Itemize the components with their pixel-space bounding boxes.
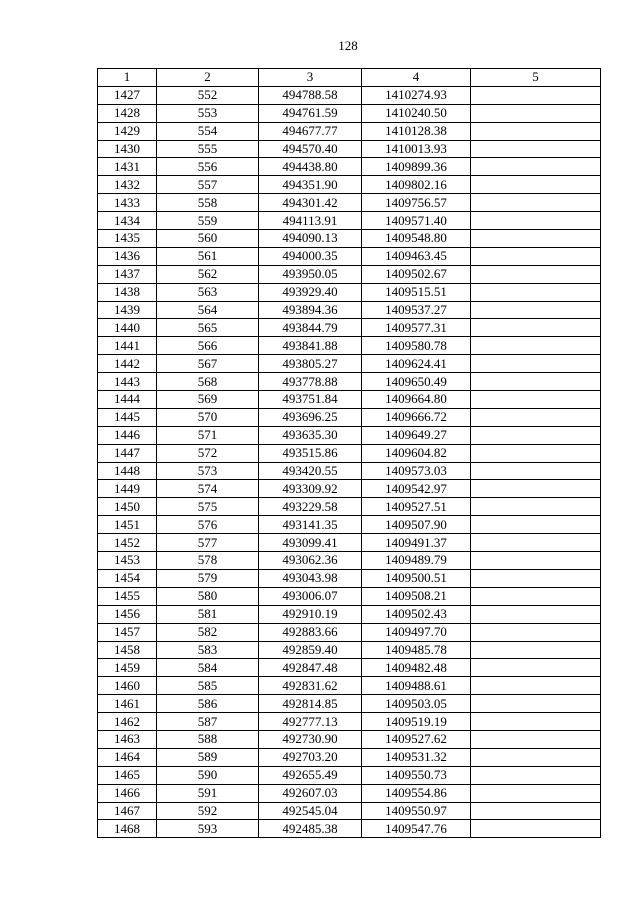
table-cell: 585 bbox=[157, 677, 259, 695]
table-cell: 493841.88 bbox=[259, 337, 362, 355]
table-cell: 1409577.31 bbox=[362, 319, 471, 337]
table-cell: 1461 bbox=[98, 695, 157, 713]
table-cell: 494761.59 bbox=[259, 104, 362, 122]
table-cell: 493062.36 bbox=[259, 552, 362, 570]
table-cell: 1409802.16 bbox=[362, 176, 471, 194]
table-cell: 1440 bbox=[98, 319, 157, 337]
table-row bbox=[98, 86, 601, 104]
table-cell bbox=[471, 283, 601, 301]
table-row bbox=[98, 820, 601, 838]
table-cell: 1442 bbox=[98, 355, 157, 373]
table-cell: 1435 bbox=[98, 230, 157, 248]
table-cell: 493229.58 bbox=[259, 498, 362, 516]
table-row bbox=[98, 623, 601, 641]
table-cell: 494301.42 bbox=[259, 194, 362, 212]
table-cell: 1458 bbox=[98, 641, 157, 659]
table-cell: 1468 bbox=[98, 820, 157, 838]
table-cell: 578 bbox=[157, 552, 259, 570]
table-cell: 1438 bbox=[98, 283, 157, 301]
table-cell: 1409463.45 bbox=[362, 247, 471, 265]
table-row bbox=[98, 552, 601, 570]
table-cell: 1459 bbox=[98, 659, 157, 677]
table-cell: 590 bbox=[157, 766, 259, 784]
table-cell: 494570.40 bbox=[259, 140, 362, 158]
table-cell: 492910.19 bbox=[259, 605, 362, 623]
table-cell bbox=[471, 265, 601, 283]
table-cell: 1409515.51 bbox=[362, 283, 471, 301]
table-cell: 492814.85 bbox=[259, 695, 362, 713]
table-cell: 1409503.05 bbox=[362, 695, 471, 713]
table-cell: 1409624.41 bbox=[362, 355, 471, 373]
table-cell bbox=[471, 158, 601, 176]
table-cell: 1447 bbox=[98, 444, 157, 462]
table-cell: 564 bbox=[157, 301, 259, 319]
table-cell: 566 bbox=[157, 337, 259, 355]
table-cell: 493043.98 bbox=[259, 569, 362, 587]
table-cell bbox=[471, 748, 601, 766]
table-cell: 494113.91 bbox=[259, 212, 362, 230]
table-cell bbox=[471, 766, 601, 784]
table-cell: 493635.30 bbox=[259, 426, 362, 444]
table-row bbox=[98, 158, 601, 176]
table-cell: 1449 bbox=[98, 480, 157, 498]
table-row bbox=[98, 373, 601, 391]
table-cell bbox=[471, 426, 601, 444]
table-cell: 553 bbox=[157, 104, 259, 122]
table-cell: 589 bbox=[157, 748, 259, 766]
table-cell: 1434 bbox=[98, 212, 157, 230]
table-cell: 586 bbox=[157, 695, 259, 713]
table-cell: 492545.04 bbox=[259, 802, 362, 820]
table-cell: 1409491.37 bbox=[362, 534, 471, 552]
table-cell: 1409482.48 bbox=[362, 659, 471, 677]
table-cell: 1409488.61 bbox=[362, 677, 471, 695]
table-cell: 561 bbox=[157, 247, 259, 265]
table-cell: 1452 bbox=[98, 534, 157, 552]
table-row bbox=[98, 498, 601, 516]
table-row bbox=[98, 301, 601, 319]
table-cell: 552 bbox=[157, 86, 259, 104]
table-cell: 1410128.38 bbox=[362, 122, 471, 140]
table-cell: 571 bbox=[157, 426, 259, 444]
table-cell bbox=[471, 730, 601, 748]
table-cell: 557 bbox=[157, 176, 259, 194]
table-cell bbox=[471, 301, 601, 319]
table-row bbox=[98, 391, 601, 409]
table-row bbox=[98, 677, 601, 695]
table-cell: 1409547.76 bbox=[362, 820, 471, 838]
table-cell: 570 bbox=[157, 408, 259, 426]
table-cell bbox=[471, 695, 601, 713]
table-cell: 1409489.79 bbox=[362, 552, 471, 570]
column-header: 1 bbox=[98, 69, 157, 87]
table-cell: 554 bbox=[157, 122, 259, 140]
table-cell bbox=[471, 86, 601, 104]
table-cell: 1439 bbox=[98, 301, 157, 319]
table-cell: 1460 bbox=[98, 677, 157, 695]
table-cell: 1409649.27 bbox=[362, 426, 471, 444]
table-cell: 1446 bbox=[98, 426, 157, 444]
table-row bbox=[98, 766, 601, 784]
table-row bbox=[98, 194, 601, 212]
table-row bbox=[98, 444, 601, 462]
table-cell: 492883.66 bbox=[259, 623, 362, 641]
table-body bbox=[98, 86, 601, 837]
table-cell: 593 bbox=[157, 820, 259, 838]
table-row bbox=[98, 569, 601, 587]
table-cell: 1445 bbox=[98, 408, 157, 426]
table-cell: 1429 bbox=[98, 122, 157, 140]
table-cell: 574 bbox=[157, 480, 259, 498]
table-cell: 582 bbox=[157, 623, 259, 641]
table-cell: 1409550.73 bbox=[362, 766, 471, 784]
table-row bbox=[98, 534, 601, 552]
table-cell bbox=[471, 784, 601, 802]
table-cell: 591 bbox=[157, 784, 259, 802]
table-cell: 560 bbox=[157, 230, 259, 248]
table-cell: 1433 bbox=[98, 194, 157, 212]
table-cell: 1428 bbox=[98, 104, 157, 122]
table-cell bbox=[471, 462, 601, 480]
table-cell: 1444 bbox=[98, 391, 157, 409]
table-row bbox=[98, 265, 601, 283]
table-cell: 493141.35 bbox=[259, 516, 362, 534]
table-row bbox=[98, 355, 601, 373]
table-cell: 493778.88 bbox=[259, 373, 362, 391]
column-header: 3 bbox=[259, 69, 362, 87]
table-row bbox=[98, 283, 601, 301]
table-cell: 556 bbox=[157, 158, 259, 176]
table-cell: 492607.03 bbox=[259, 784, 362, 802]
table-row bbox=[98, 730, 601, 748]
table-cell: 568 bbox=[157, 373, 259, 391]
table-cell bbox=[471, 569, 601, 587]
page-number: 128 bbox=[338, 38, 358, 53]
table-row bbox=[98, 140, 601, 158]
table-cell bbox=[471, 391, 601, 409]
table-cell: 493309.92 bbox=[259, 480, 362, 498]
table-row bbox=[98, 230, 601, 248]
table-cell: 562 bbox=[157, 265, 259, 283]
table-row bbox=[98, 104, 601, 122]
table-cell: 1431 bbox=[98, 158, 157, 176]
table-cell: 583 bbox=[157, 641, 259, 659]
table-cell bbox=[471, 122, 601, 140]
table-row bbox=[98, 713, 601, 731]
table-row bbox=[98, 641, 601, 659]
table-cell: 492730.90 bbox=[259, 730, 362, 748]
table-cell: 493515.86 bbox=[259, 444, 362, 462]
table-cell bbox=[471, 534, 601, 552]
table-row bbox=[98, 426, 601, 444]
table-cell: 1409573.03 bbox=[362, 462, 471, 480]
table-cell: 1409507.90 bbox=[362, 516, 471, 534]
table-cell: 494000.35 bbox=[259, 247, 362, 265]
table-cell: 567 bbox=[157, 355, 259, 373]
table-cell bbox=[471, 713, 601, 731]
table-cell: 579 bbox=[157, 569, 259, 587]
table-cell bbox=[471, 480, 601, 498]
table-header-row bbox=[98, 69, 601, 87]
table-cell: 493950.05 bbox=[259, 265, 362, 283]
table-cell: 1409527.62 bbox=[362, 730, 471, 748]
table-row bbox=[98, 784, 601, 802]
table-cell: 581 bbox=[157, 605, 259, 623]
table-cell: 1456 bbox=[98, 605, 157, 623]
table-cell: 1454 bbox=[98, 569, 157, 587]
table-cell: 576 bbox=[157, 516, 259, 534]
table-cell: 1409664.80 bbox=[362, 391, 471, 409]
table-cell: 1409554.86 bbox=[362, 784, 471, 802]
table-cell bbox=[471, 552, 601, 570]
table-row bbox=[98, 695, 601, 713]
table-cell: 1409756.57 bbox=[362, 194, 471, 212]
table-cell: 584 bbox=[157, 659, 259, 677]
table-cell bbox=[471, 212, 601, 230]
table-cell: 1409527.51 bbox=[362, 498, 471, 516]
table-cell: 1409650.49 bbox=[362, 373, 471, 391]
table-row bbox=[98, 212, 601, 230]
column-header: 2 bbox=[157, 69, 259, 87]
column-header: 4 bbox=[362, 69, 471, 87]
table-row bbox=[98, 587, 601, 605]
table-cell: 1466 bbox=[98, 784, 157, 802]
table-cell: 1409542.97 bbox=[362, 480, 471, 498]
table-cell: 1465 bbox=[98, 766, 157, 784]
table-cell: 1462 bbox=[98, 713, 157, 731]
table-cell: 493006.07 bbox=[259, 587, 362, 605]
table-cell: 1409531.32 bbox=[362, 748, 471, 766]
table-cell: 1409899.36 bbox=[362, 158, 471, 176]
table-cell: 1409502.67 bbox=[362, 265, 471, 283]
table-cell: 1443 bbox=[98, 373, 157, 391]
table-cell: 1430 bbox=[98, 140, 157, 158]
table-row bbox=[98, 247, 601, 265]
table-row bbox=[98, 176, 601, 194]
table-row bbox=[98, 122, 601, 140]
table-row bbox=[98, 408, 601, 426]
table-cell: 573 bbox=[157, 462, 259, 480]
table-cell: 1409537.27 bbox=[362, 301, 471, 319]
table-cell bbox=[471, 587, 601, 605]
table-cell: 563 bbox=[157, 283, 259, 301]
table-cell bbox=[471, 641, 601, 659]
table-cell bbox=[471, 444, 601, 462]
table-cell: 565 bbox=[157, 319, 259, 337]
table-cell bbox=[471, 659, 601, 677]
table-cell: 580 bbox=[157, 587, 259, 605]
table-cell: 1450 bbox=[98, 498, 157, 516]
table-row bbox=[98, 319, 601, 337]
table-cell bbox=[471, 319, 601, 337]
table-cell: 555 bbox=[157, 140, 259, 158]
table-row bbox=[98, 462, 601, 480]
table-cell: 493929.40 bbox=[259, 283, 362, 301]
coordinates-table bbox=[97, 68, 601, 838]
table-cell: 492777.13 bbox=[259, 713, 362, 731]
table-row bbox=[98, 748, 601, 766]
table-cell bbox=[471, 498, 601, 516]
table-cell: 1409666.72 bbox=[362, 408, 471, 426]
table-cell: 577 bbox=[157, 534, 259, 552]
table-cell: 1437 bbox=[98, 265, 157, 283]
table-cell bbox=[471, 373, 601, 391]
table-cell: 492485.38 bbox=[259, 820, 362, 838]
table-cell bbox=[471, 176, 601, 194]
table-row bbox=[98, 480, 601, 498]
table-cell: 1409550.97 bbox=[362, 802, 471, 820]
table-cell: 492859.40 bbox=[259, 641, 362, 659]
table-cell: 494677.77 bbox=[259, 122, 362, 140]
table-cell: 493805.27 bbox=[259, 355, 362, 373]
table-cell: 493420.55 bbox=[259, 462, 362, 480]
table-cell: 572 bbox=[157, 444, 259, 462]
table-cell: 494788.58 bbox=[259, 86, 362, 104]
table-cell: 1455 bbox=[98, 587, 157, 605]
table-cell: 1409497.70 bbox=[362, 623, 471, 641]
table-cell bbox=[471, 194, 601, 212]
table-cell: 1409548.80 bbox=[362, 230, 471, 248]
table-cell: 493844.79 bbox=[259, 319, 362, 337]
table-cell: 1441 bbox=[98, 337, 157, 355]
table-cell: 1409604.82 bbox=[362, 444, 471, 462]
table-cell: 494438.80 bbox=[259, 158, 362, 176]
table-cell: 492703.20 bbox=[259, 748, 362, 766]
table-cell bbox=[471, 677, 601, 695]
table-cell: 1432 bbox=[98, 176, 157, 194]
table-cell: 1453 bbox=[98, 552, 157, 570]
table-cell: 1409580.78 bbox=[362, 337, 471, 355]
table-cell: 1451 bbox=[98, 516, 157, 534]
table-row bbox=[98, 337, 601, 355]
table-cell: 1436 bbox=[98, 247, 157, 265]
table-cell: 1467 bbox=[98, 802, 157, 820]
table-cell: 493894.36 bbox=[259, 301, 362, 319]
table-cell bbox=[471, 605, 601, 623]
table-cell bbox=[471, 247, 601, 265]
table-cell: 569 bbox=[157, 391, 259, 409]
table-cell: 1409519.19 bbox=[362, 713, 471, 731]
table-cell: 587 bbox=[157, 713, 259, 731]
table-cell: 1409500.51 bbox=[362, 569, 471, 587]
table-cell: 1410013.93 bbox=[362, 140, 471, 158]
table-cell: 1410274.93 bbox=[362, 86, 471, 104]
table-cell: 1409571.40 bbox=[362, 212, 471, 230]
table-cell: 494090.13 bbox=[259, 230, 362, 248]
table-cell: 559 bbox=[157, 212, 259, 230]
table-cell: 588 bbox=[157, 730, 259, 748]
table-cell bbox=[471, 355, 601, 373]
table-row bbox=[98, 659, 601, 677]
table-cell bbox=[471, 104, 601, 122]
table-cell: 494351.90 bbox=[259, 176, 362, 194]
table-cell: 492847.48 bbox=[259, 659, 362, 677]
table-row bbox=[98, 516, 601, 534]
table-cell: 1448 bbox=[98, 462, 157, 480]
table-row bbox=[98, 802, 601, 820]
table-cell: 493696.25 bbox=[259, 408, 362, 426]
table-cell: 492655.49 bbox=[259, 766, 362, 784]
table-cell: 1463 bbox=[98, 730, 157, 748]
table-cell: 492831.62 bbox=[259, 677, 362, 695]
table-cell bbox=[471, 408, 601, 426]
table-row bbox=[98, 605, 601, 623]
column-header: 5 bbox=[471, 69, 601, 87]
table-cell: 1457 bbox=[98, 623, 157, 641]
table-cell bbox=[471, 802, 601, 820]
table-cell bbox=[471, 337, 601, 355]
table-cell: 1427 bbox=[98, 86, 157, 104]
table-cell: 1409502.43 bbox=[362, 605, 471, 623]
table-cell bbox=[471, 140, 601, 158]
table-cell: 493099.41 bbox=[259, 534, 362, 552]
table-cell bbox=[471, 820, 601, 838]
table-cell: 558 bbox=[157, 194, 259, 212]
table-cell bbox=[471, 623, 601, 641]
table-cell: 575 bbox=[157, 498, 259, 516]
table-cell: 1464 bbox=[98, 748, 157, 766]
table-cell: 1409508.21 bbox=[362, 587, 471, 605]
table-cell: 493751.84 bbox=[259, 391, 362, 409]
table-cell bbox=[471, 230, 601, 248]
table-cell bbox=[471, 516, 601, 534]
table-cell: 1410240.50 bbox=[362, 104, 471, 122]
table-cell: 1409485.78 bbox=[362, 641, 471, 659]
table-cell: 592 bbox=[157, 802, 259, 820]
